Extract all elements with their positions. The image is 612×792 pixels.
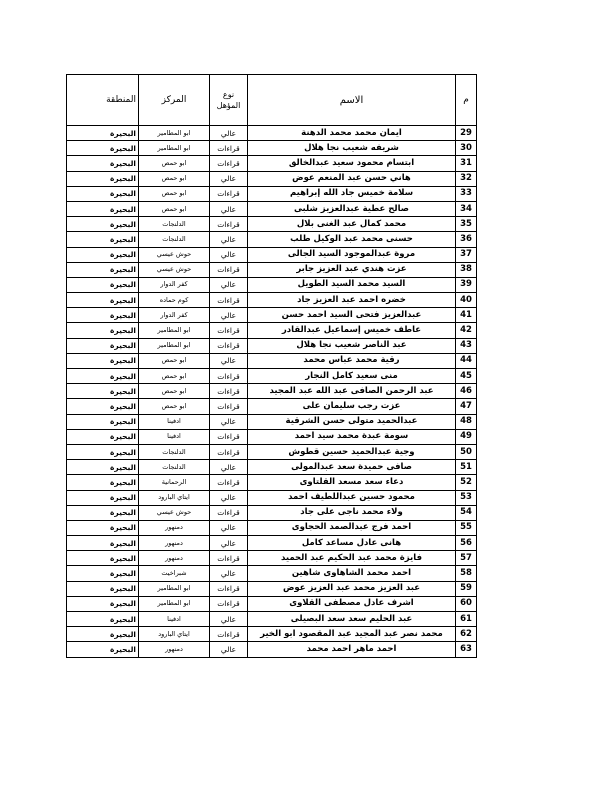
qualification-type: عالي: [210, 277, 248, 292]
header-qualification-line1: نوع: [222, 90, 235, 99]
table-row: [67, 429, 477, 444]
row-number: 63: [456, 642, 477, 657]
region-name: البحيرة: [67, 353, 139, 368]
person-name: احمد فرج عبدالصمد الحجاوى: [248, 520, 456, 535]
center-name: ابو حمص: [139, 369, 210, 384]
row-number: 32: [456, 171, 477, 186]
center-name: ابو حمص: [139, 186, 210, 201]
center-name: دمنهور: [139, 551, 210, 566]
row-number: 61: [456, 612, 477, 627]
region-name: البحيرة: [67, 277, 139, 292]
center-name: الرحمانية: [139, 475, 210, 490]
table-body: [67, 126, 477, 658]
region-name: البحيرة: [67, 338, 139, 353]
person-name: حسنى محمد عبد الوكيل طلب: [248, 232, 456, 247]
person-name: عزت هندي عبد العزيز جابر: [248, 262, 456, 277]
region-name: البحيرة: [67, 232, 139, 247]
person-name: سلامة خميس جاد الله إبراهيم: [248, 186, 456, 201]
qualification-type: عالي: [210, 353, 248, 368]
center-name: ابو حمص: [139, 156, 210, 171]
region-name: البحيرة: [67, 642, 139, 657]
center-name: ايتاي البارود: [139, 627, 210, 642]
table-row: [67, 293, 477, 308]
qualification-type: عالي: [210, 308, 248, 323]
center-name: ابو حمص: [139, 201, 210, 216]
qualification-type: عالي: [210, 642, 248, 657]
row-number: 29: [456, 126, 477, 141]
center-name: كوم حماده: [139, 293, 210, 308]
region-name: البحيرة: [67, 490, 139, 505]
center-name: الدلنجات: [139, 217, 210, 232]
qualification-type: قراءات: [210, 596, 248, 611]
row-number: 48: [456, 414, 477, 429]
table-row: [67, 642, 477, 657]
center-name: ادفينا: [139, 612, 210, 627]
table-row: [67, 323, 477, 338]
person-name: عبد الرحمن الصافى عبد الله عبد المجيد: [248, 384, 456, 399]
row-number: 38: [456, 262, 477, 277]
region-name: البحيرة: [67, 429, 139, 444]
center-name: ابو حمص: [139, 353, 210, 368]
qualification-type: قراءات: [210, 262, 248, 277]
person-name: احمد محمد الشاهاوى شاهين: [248, 566, 456, 581]
header-qualification: [210, 75, 248, 126]
center-name: ابو حمص: [139, 384, 210, 399]
header-num: م: [456, 75, 477, 126]
region-name: البحيرة: [67, 444, 139, 459]
table-row: [67, 460, 477, 475]
region-name: البحيرة: [67, 201, 139, 216]
qualification-type: عالي: [210, 414, 248, 429]
row-number: 59: [456, 581, 477, 596]
person-name: عزت رجب سليمان على: [248, 399, 456, 414]
center-name: ابو المطامير: [139, 581, 210, 596]
table-row: [67, 353, 477, 368]
center-name: دمنهور: [139, 520, 210, 535]
region-name: البحيرة: [67, 156, 139, 171]
region-name: البحيرة: [67, 186, 139, 201]
qualification-type: قراءات: [210, 429, 248, 444]
region-name: البحيرة: [67, 551, 139, 566]
qualification-type: عالي: [210, 566, 248, 581]
table-row: [67, 581, 477, 596]
row-number: 53: [456, 490, 477, 505]
qualification-type: عالي: [210, 126, 248, 141]
table-row: [67, 475, 477, 490]
person-name: احمد ماهر احمد محمد: [248, 642, 456, 657]
center-name: ايتاي البارود: [139, 490, 210, 505]
region-name: البحيرة: [67, 612, 139, 627]
header-name: الاسم: [248, 75, 456, 126]
center-name: ابو المطامير: [139, 338, 210, 353]
person-name: محمد كمال عبد الغنى بلال: [248, 217, 456, 232]
qualification-type: قراءات: [210, 399, 248, 414]
table-row: [67, 444, 477, 459]
region-name: البحيرة: [67, 581, 139, 596]
row-number: 43: [456, 338, 477, 353]
center-name: حوش عيسي: [139, 262, 210, 277]
row-number: 37: [456, 247, 477, 262]
person-name: خضره احمد عبد العزيز جاد: [248, 293, 456, 308]
center-name: ابو حمص: [139, 171, 210, 186]
person-name: ايمان محمد محمد الدهنة: [248, 126, 456, 141]
qualification-type: قراءات: [210, 551, 248, 566]
qualification-type: عالي: [210, 520, 248, 535]
row-number: 45: [456, 369, 477, 384]
person-name: رقية محمد عباس محمد: [248, 353, 456, 368]
region-name: البحيرة: [67, 399, 139, 414]
table-row: [67, 262, 477, 277]
region-name: البحيرة: [67, 460, 139, 475]
region-name: البحيرة: [67, 308, 139, 323]
region-name: البحيرة: [67, 627, 139, 642]
row-number: 41: [456, 308, 477, 323]
person-name: ابتسام محمود سعيد عبدالخالق: [248, 156, 456, 171]
row-number: 34: [456, 201, 477, 216]
region-name: البحيرة: [67, 141, 139, 156]
center-name: الدلنجات: [139, 444, 210, 459]
person-name: محمود حسين عبداللطيف احمد: [248, 490, 456, 505]
qualification-type: عالي: [210, 247, 248, 262]
table-row: [67, 126, 477, 141]
row-number: 44: [456, 353, 477, 368]
table-row: [67, 551, 477, 566]
person-name: منى سعيد كامل النجار: [248, 369, 456, 384]
person-name: صافى حميدة سعد عبدالمولى: [248, 460, 456, 475]
region-name: البحيرة: [67, 217, 139, 232]
center-name: كفر الدوار: [139, 308, 210, 323]
row-number: 50: [456, 444, 477, 459]
qualification-type: قراءات: [210, 323, 248, 338]
table-row: [67, 384, 477, 399]
table-row: [67, 520, 477, 535]
person-name: عبد العزيز محمد عبد العزيز عوض: [248, 581, 456, 596]
row-number: 51: [456, 460, 477, 475]
center-name: شبراخيت: [139, 566, 210, 581]
person-name: السيد محمد السيد الطويل: [248, 277, 456, 292]
table-row: [67, 277, 477, 292]
center-name: حوش عيسي: [139, 247, 210, 262]
center-name: ادفينا: [139, 429, 210, 444]
region-name: البحيرة: [67, 171, 139, 186]
center-name: ابو المطامير: [139, 141, 210, 156]
table-row: [67, 156, 477, 171]
qualification-type: قراءات: [210, 156, 248, 171]
row-number: 58: [456, 566, 477, 581]
qualification-type: عالي: [210, 612, 248, 627]
row-number: 35: [456, 217, 477, 232]
center-name: ابو المطامير: [139, 596, 210, 611]
table-row: [67, 490, 477, 505]
qualification-type: قراءات: [210, 293, 248, 308]
region-name: البحيرة: [67, 293, 139, 308]
table-row: [67, 596, 477, 611]
qualification-type: قراءات: [210, 186, 248, 201]
row-number: 36: [456, 232, 477, 247]
table-row: [67, 399, 477, 414]
qualification-type: عالي: [210, 536, 248, 551]
table-row: [67, 217, 477, 232]
person-name: ولاء محمد ناجى على جاد: [248, 505, 456, 520]
center-name: حوش عيسي: [139, 505, 210, 520]
region-name: البحيرة: [67, 566, 139, 581]
region-name: البحيرة: [67, 596, 139, 611]
table-row: [67, 505, 477, 520]
qualification-type: عالي: [210, 201, 248, 216]
person-name: فايزة محمد عبد الحكيم عبد الحميد: [248, 551, 456, 566]
qualification-type: قراءات: [210, 475, 248, 490]
row-number: 55: [456, 520, 477, 535]
row-number: 57: [456, 551, 477, 566]
table-row: [67, 201, 477, 216]
person-name: عبدالحميد متولى حسن الشرقية: [248, 414, 456, 429]
qualification-type: عالي: [210, 460, 248, 475]
row-number: 46: [456, 384, 477, 399]
qualification-type: قراءات: [210, 444, 248, 459]
table-row: [67, 141, 477, 156]
center-name: ابو المطامير: [139, 126, 210, 141]
person-name: عبدالعزيز فتحى السيد احمد حسن: [248, 308, 456, 323]
header-qualification-line2: المؤهل: [216, 101, 241, 110]
table-row: [67, 414, 477, 429]
center-name: كفر الدوار: [139, 277, 210, 292]
qualification-type: قراءات: [210, 581, 248, 596]
table-row: [67, 308, 477, 323]
region-name: البحيرة: [67, 520, 139, 535]
region-name: البحيرة: [67, 369, 139, 384]
table-row: [67, 566, 477, 581]
row-number: 42: [456, 323, 477, 338]
qualification-type: قراءات: [210, 141, 248, 156]
table-row: [67, 247, 477, 262]
qualification-type: قراءات: [210, 217, 248, 232]
qualification-type: قراءات: [210, 369, 248, 384]
row-number: 47: [456, 399, 477, 414]
qualification-type: قراءات: [210, 505, 248, 520]
header-center: المركز: [139, 75, 210, 126]
center-name: ابو حمص: [139, 399, 210, 414]
region-name: البحيرة: [67, 262, 139, 277]
table-row: [67, 186, 477, 201]
row-number: 54: [456, 505, 477, 520]
row-number: 40: [456, 293, 477, 308]
table-row: [67, 627, 477, 642]
person-name: عبد الناصر شعيب نجا هلال: [248, 338, 456, 353]
person-name: هاني حسن عبد المنعم عوض: [248, 171, 456, 186]
qualification-type: عالي: [210, 171, 248, 186]
qualification-type: قراءات: [210, 384, 248, 399]
region-name: البحيرة: [67, 505, 139, 520]
row-number: 56: [456, 536, 477, 551]
table-row: [67, 232, 477, 247]
header-row: [67, 75, 477, 126]
row-number: 60: [456, 596, 477, 611]
region-name: البحيرة: [67, 384, 139, 399]
center-name: ابو المطامير: [139, 323, 210, 338]
table-row: [67, 612, 477, 627]
person-name: عاطف خميس إسماعيل عبدالقادر: [248, 323, 456, 338]
table-row: [67, 536, 477, 551]
person-name: سومة عبدة محمد سيد احمد: [248, 429, 456, 444]
person-name: شريفه شعيب نجا هلال: [248, 141, 456, 156]
center-name: الدلنجات: [139, 232, 210, 247]
region-name: البحيرة: [67, 414, 139, 429]
center-name: ادفينا: [139, 414, 210, 429]
row-number: 33: [456, 186, 477, 201]
person-name: مروة عبدالموجود السيد الجالى: [248, 247, 456, 262]
roster-table: [66, 74, 477, 658]
table-row: [67, 338, 477, 353]
table-row: [67, 369, 477, 384]
person-name: دعاء سعد مسعد القلتاوى: [248, 475, 456, 490]
person-name: هانى عادل مساعد كامل: [248, 536, 456, 551]
row-number: 30: [456, 141, 477, 156]
qualification-type: عالي: [210, 232, 248, 247]
center-name: دمنهور: [139, 642, 210, 657]
qualification-type: قراءات: [210, 627, 248, 642]
person-name: صالح عطية عبدالعزيز شلبى: [248, 201, 456, 216]
region-name: البحيرة: [67, 475, 139, 490]
region-name: البحيرة: [67, 126, 139, 141]
table-row: [67, 171, 477, 186]
region-name: البحيرة: [67, 247, 139, 262]
person-name: عبد الحليم سعد سعد البصيلى: [248, 612, 456, 627]
row-number: 39: [456, 277, 477, 292]
center-name: الدلنجات: [139, 460, 210, 475]
row-number: 62: [456, 627, 477, 642]
center-name: دمنهور: [139, 536, 210, 551]
region-name: البحيرة: [67, 323, 139, 338]
qualification-type: قراءات: [210, 338, 248, 353]
row-number: 49: [456, 429, 477, 444]
person-name: محمد نصر عبد المجيد عبد المقصود ابو الخير: [248, 627, 456, 642]
person-name: وجية عبدالحميد حسين قطوش: [248, 444, 456, 459]
row-number: 52: [456, 475, 477, 490]
header-region: المنطقة: [67, 75, 139, 126]
region-name: البحيرة: [67, 536, 139, 551]
row-number: 31: [456, 156, 477, 171]
qualification-type: عالي: [210, 490, 248, 505]
table-header: [67, 75, 477, 126]
person-name: اشرف عادل مصطفى القلاوى: [248, 596, 456, 611]
